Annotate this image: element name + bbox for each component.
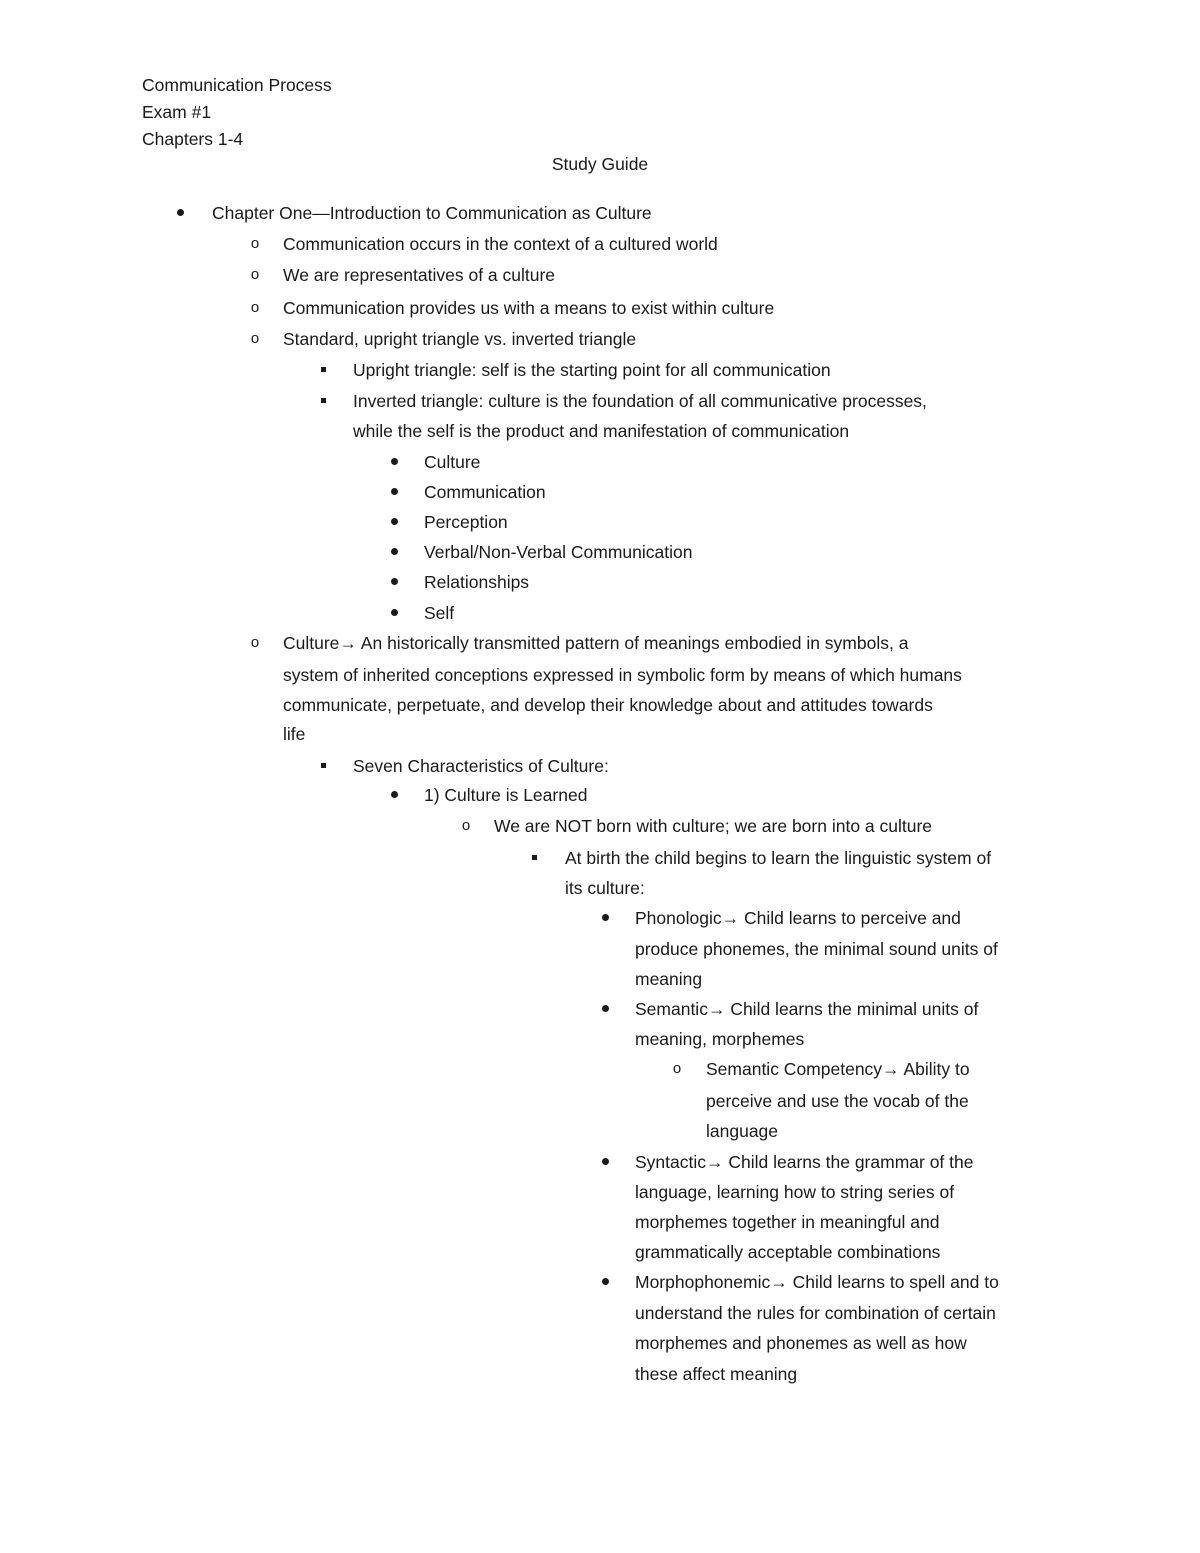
bullet-dot-icon xyxy=(384,541,404,563)
course-title: Communication Process xyxy=(142,75,332,95)
bullet-circle-icon: o xyxy=(250,299,260,316)
bullet-dot-icon xyxy=(595,1271,615,1293)
bullet-circle-icon: o xyxy=(250,235,260,252)
page-title: Study Guide xyxy=(551,154,649,174)
list-item-continuation: morphemes together in meaningful and xyxy=(635,1212,940,1232)
bullet-square-icon xyxy=(313,390,333,412)
list-item-continuation: language xyxy=(706,1121,779,1141)
bullet-dot-icon xyxy=(384,481,404,503)
list-item-continuation: system of inherited conceptions expressed in symbolic form by means of which humans xyxy=(283,665,962,685)
bullet-circle-icon: o xyxy=(250,634,260,651)
list-item: Relationships xyxy=(424,572,530,592)
list-item: Perception xyxy=(424,512,508,532)
list-item: Self xyxy=(424,603,455,623)
list-item: We are representatives of a culture xyxy=(283,265,556,285)
list-item: 1) Culture is Learned xyxy=(424,785,588,805)
list-item-continuation: its culture: xyxy=(565,878,645,898)
list-item-continuation: understand the rules for combination of certain xyxy=(635,1303,996,1323)
list-item-continuation: morphemes and phonemes as well as how xyxy=(635,1333,967,1353)
bullet-dot-icon xyxy=(384,511,404,533)
bullet-dot-icon xyxy=(384,451,404,473)
bullet-circle-icon: o xyxy=(461,817,471,834)
bullet-dot-icon xyxy=(384,784,404,806)
list-item: Semantic Competency→ Ability to xyxy=(706,1059,970,1079)
list-item-continuation: language, learning how to string series of xyxy=(635,1182,955,1202)
list-item: Standard, upright triangle vs. inverted triangle xyxy=(283,329,637,349)
list-item-continuation: meaning xyxy=(635,969,703,989)
list-item-continuation: meaning, morphemes xyxy=(635,1029,805,1049)
list-item-continuation: these affect meaning xyxy=(635,1364,798,1384)
bullet-circle-icon: o xyxy=(672,1060,682,1077)
list-item-continuation: life xyxy=(283,724,306,744)
bullet-dot-icon xyxy=(595,998,615,1020)
list-item: Verbal/Non-Verbal Communication xyxy=(424,542,693,562)
bullet-circle-icon: o xyxy=(250,330,260,347)
list-item: At birth the child begins to learn the linguistic system of xyxy=(565,848,992,868)
list-item: Communication provides us with a means to exist within culture xyxy=(283,298,775,318)
bullet-square-icon xyxy=(313,755,333,777)
bullet-dot-icon xyxy=(170,202,190,224)
list-item: Communication xyxy=(424,482,546,502)
chapter-heading: Chapter One—Introduction to Communication as Culture xyxy=(212,203,652,223)
list-item: Phonologic→ Child learns to perceive and xyxy=(635,908,961,928)
list-item-continuation: communicate, perpetuate, and develop their knowledge about and attitudes towards xyxy=(283,695,933,715)
list-item: Culture xyxy=(424,452,481,472)
list-item: Seven Characteristics of Culture: xyxy=(353,756,609,776)
bullet-circle-icon: o xyxy=(250,266,260,283)
chapters-label: Chapters 1-4 xyxy=(142,129,244,149)
list-item: Inverted triangle: culture is the foundation of all communicative processes, xyxy=(353,391,927,411)
bullet-dot-icon xyxy=(384,602,404,624)
bullet-square-icon xyxy=(524,847,544,869)
list-item: Communication occurs in the context of a cultured world xyxy=(283,234,718,254)
exam-label: Exam #1 xyxy=(142,102,212,122)
list-item: Morphophonemic→ Child learns to spell and to xyxy=(635,1272,999,1292)
list-item: We are NOT born with culture; we are born into a culture xyxy=(494,816,933,836)
list-item-continuation: perceive and use the vocab of the xyxy=(706,1091,969,1111)
bullet-dot-icon xyxy=(595,907,615,929)
list-item: Semantic→ Child learns the minimal units of xyxy=(635,999,979,1019)
list-item: Upright triangle: self is the starting point for all communication xyxy=(353,360,831,380)
list-item-continuation: grammatically acceptable combinations xyxy=(635,1242,941,1262)
bullet-square-icon xyxy=(313,359,333,381)
list-item-continuation: while the self is the product and manifestation of communication xyxy=(353,421,850,441)
list-item: Culture→ An historically transmitted pattern of meanings embodied in symbols, a xyxy=(283,633,909,653)
bullet-dot-icon xyxy=(595,1151,615,1173)
list-item: Syntactic→ Child learns the grammar of the xyxy=(635,1152,974,1172)
bullet-dot-icon xyxy=(384,571,404,593)
list-item-continuation: produce phonemes, the minimal sound units of xyxy=(635,939,998,959)
